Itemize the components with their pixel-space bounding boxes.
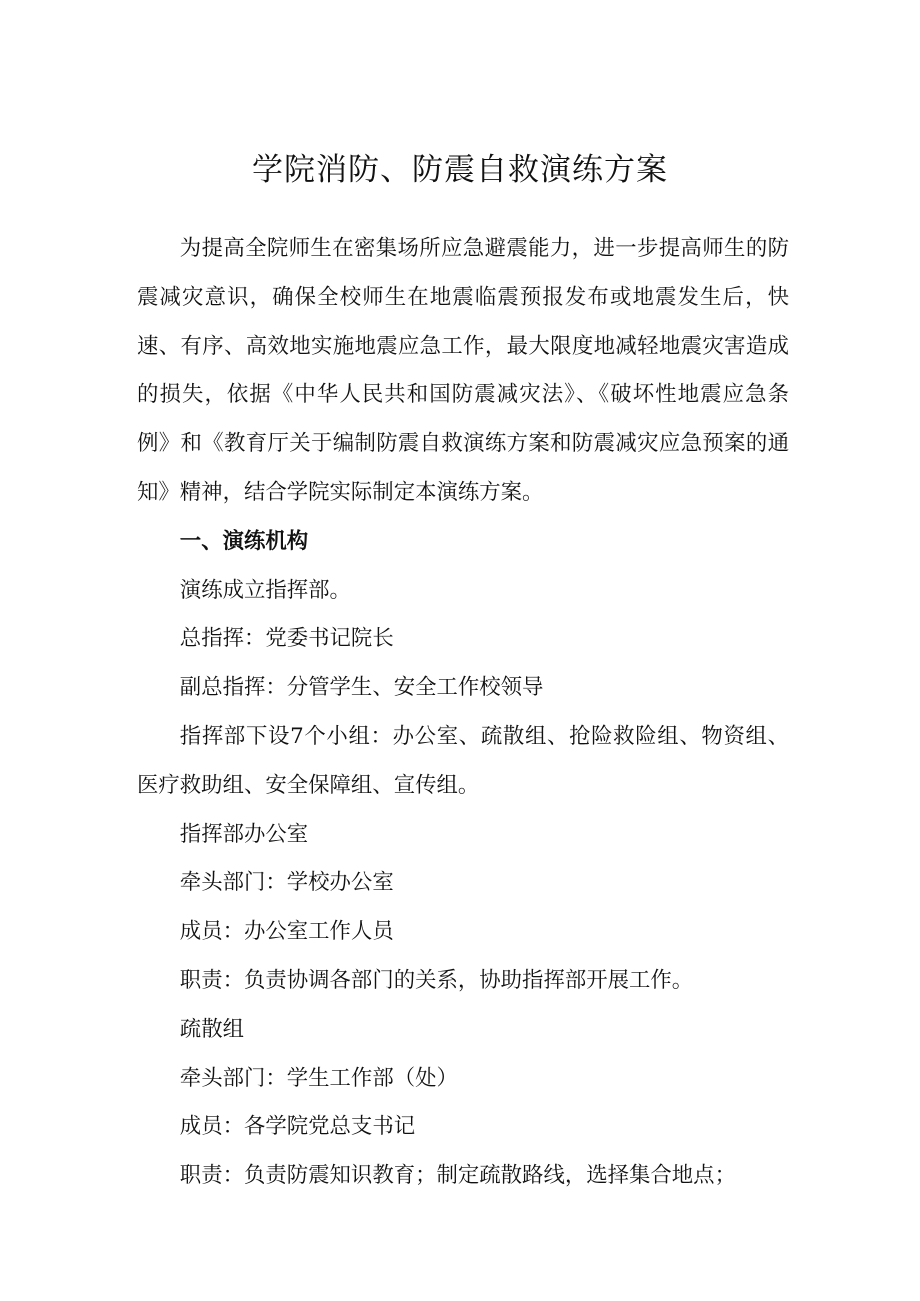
body-line: 成员：办公室工作人员 — [179, 919, 394, 945]
intro-paragraph: 为提高全院师生在密集场所应急避震能力，进一步提高师生的防震减灾意识，确保全校师生在地震临震预报发布或地震发生后，快速、有序、高效地实施地震应急工作，最大限度地减轻地震灾害造成的损失，依据《中华人民共和国防震减灾法》、《破坏性地震应急条例》和《教育厅关于编制防震自救演练方案和防震减灾应急预案的通知》精神，结合学院实际制定本演练方案。 — [137, 236, 789, 505]
body-line: 职责：负责协调各部门的关系，协助指挥部开展工作。 — [179, 967, 694, 993]
body-line: 成员：各学院党总支书记 — [179, 1114, 416, 1140]
section-heading: 一、演练机构 — [179, 528, 309, 554]
body-line: 牵头部门：学校办公室 — [179, 870, 394, 896]
subgroup-heading: 指挥部办公室 — [179, 821, 309, 847]
body-line: 职责：负责防震知识教育；制定疏散路线，选择集合地点； — [179, 1163, 736, 1189]
body-line: 总指挥：党委书记院长 — [179, 626, 394, 652]
body-line: 牵头部门：学生工作部（处） — [179, 1065, 458, 1091]
body-line: 演练成立指挥部。 — [179, 577, 351, 603]
body-line: 副总指挥：分管学生、安全工作校领导 — [179, 675, 544, 701]
body-paragraph: 指挥部下设7个小组：办公室、疏散组、抢险救险组、物资组、医疗救助组、安全保障组、宣传组。 — [137, 723, 789, 798]
subgroup-heading: 疏散组 — [179, 1016, 244, 1042]
document-title: 学院消防、防震自救演练方案 — [252, 152, 668, 188]
document-body — [137, 225, 789, 1201]
